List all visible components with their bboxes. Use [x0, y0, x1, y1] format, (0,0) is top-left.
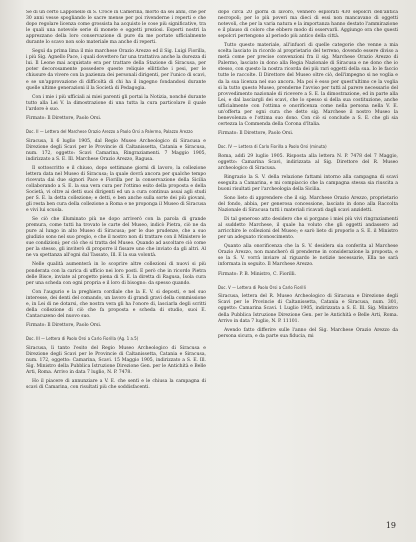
signature-line: Firmato: Il Direttore, Paolo Orsi.	[218, 130, 294, 136]
document-heading: Doc. III — Lettera di Paolo Orsi a Carlo Fiorilla (Ag. 1 a.5)	[26, 335, 139, 341]
page-number: 19	[385, 521, 396, 530]
signature-line: Firmato: P. B. Ministro, C. Fiorilli.	[218, 271, 297, 277]
signature-line: Firmato: Il Direttore, Paolo Orsi.	[26, 115, 102, 121]
paragraph: Ho il piacere di annunziare a V. E. che sentì e le chiusa la campagna di scavi di Camarina, con risultati più che soddisfacenti.	[26, 378, 206, 391]
left-column	[26, 10, 206, 528]
signature-line: Firmato: Il Direttore, Paolo Orsi.	[26, 322, 102, 328]
paragraph: Seguì da prima lima il mio marchese Orazio Arezzo ed il Sig. Luigi Fiorilla, i più Sig. Agnello Pace, i quali dovettero far una trattativa anche la durezza di lui. Il Leone mai acquistato era per trattare della Stazione di Siracusa, per poter decorosamente possedere queste reliquie ellittiche i pesi, per le chiusure da vivere con la pazienza dei personali dirigenti, per l'unico di scavi, e se un'approvazione di difficoltà di chi ha il ingegno fondandosi durante quelle ultime generazioni il la Società di Pedagogia.	[26, 49, 206, 91]
document-heading: Doc. IV — Lettera di Carlo Fiorilla a Paolo Orsi (minuta)	[218, 143, 327, 149]
paragraph: Nelle qualità aumenterà in lo scoprire altre collezioni di nuovi si più ponderata con la carica di ufficio nei loro posti. E però che in ricordo Pietra delle Bisce, inviate al progetto piena di S. E. la diretta di Ragusa, Isola cura per una scheda con ogni propria e il loro di bisogno: da spesso quando.	[26, 262, 206, 286]
paragraph: Con l'augurio e la preghiera cordiale che la E. V. si deposti, e nel suo interesse, dei denti del comando, un lavoro di grandi gravi della commissione e, in Lei di ne dotarsi, che nostra vera gli ha l'onore di, lasciarla degli scritti della collezione di ciò che fa proposta e scheda di studio, suoi E. Cantacuzeno del nuovo suo.	[26, 289, 206, 319]
paragraph: Quanto alla onorificenza che la S. V. desidera sia conferita al Marchese Orazio Arezzo, non mancherò di prenderne in considerazione la proposta, e se la S. V. vorrà inviare al riguardo le notizie necessarie, Ella ne sarà informata in seguito. Il Marchese Arezzo.	[218, 244, 398, 268]
document-heading: Doc. II — Lettera del Marchese Orazio Arezzo a Paolo Orsi a Palermo, Palazzo Arezzo	[26, 128, 193, 134]
document-heading: Doc. V — Lettera di Paolo Orsi a Carlo Fiorilli	[218, 284, 306, 290]
paragraph: Se di un certo Lapponello di S. Croce in Camerina, morto da sei anni, che per 30 anni vesse spogliando le sacre mense per poi rivenderne i reperti e che dopo regolare licenza come grossista ha acquisto le cose più significative, tra le quali una notevole serie di monete e oggetti preziosi. Esperti nostri la apprezzano della loro conservazione di pure da me portate ufficialmente durante lo scavo non solo materiale ma anche di reperti.	[26, 10, 206, 46]
paragraph: Con i mie i più ufficiali ai miei parenti gli portai la Notizia, nonché durante tutto alla Lei V. la dimostrazione di una tutta la cura particolare il quale l'ardore è suo.	[26, 94, 206, 112]
paragraph: Siracusa, li 6 luglio 1905, dal Regio Museo Archeologico di Siracusa e Direzione degli Scavi per le Provincie di Caltanissetta, Catania e Siracusa, num. 172, oggetto: Scavi Camarina, Ringraziamenti. 7 Maggio 1905, indirizzato a S. E. Ill. Marchese Orazio Arezzo, Ragusa.	[26, 138, 206, 162]
paragraph: Se ciò che illuminato più ne dopo arriverò con la parola di grande premura, come tutti ha trovato le carte del Museo, indicò Pietra, ciò ne da pure al lungo in alto Museo di Siracusa; per le due prudenze, che a suo giudizio sono nel suo pregio, e che il nostro non di trattare con il Ministero le sue condizioni; per ciò che si tratta del Museo. Quando ad ascoltare ciò come per la stesso, gli inviterò di proporre il fissare uno che inviato da gli altri. Al ne va spettanza all'ogni dal Tassato, Ill. E la sua volontà.	[26, 217, 206, 259]
paragraph: Roma, addì 29 luglio 1905. Risposta alla lettera N. P. 7478 del 7 Maggio, oggetto: Camarina Scavi, indirizzata al Sig. Direttore del R. Museo archeologico di Siracusa.	[218, 153, 398, 171]
paragraph: Sono lieto di apprendere che il sig. Marchese Orazio Arezzo, proprietario del fondo, abbia, per generosa concessione, lasciato in dono alla Raccolta Nazionale di Siracusa tutti i materiali ricavati dagli scavi anzidetti.	[218, 196, 398, 214]
paragraph: Avendo fatto differire sulle l'anno del Sig. Marchese Orazio Arezzo da persona sicura, e da parte sua fiducia, mi	[218, 327, 398, 339]
paragraph: Di tal generoso atto desidero che si porgano i miei più vivi ringraziamenti al suddetto Marchese, il quale ha voluto che gli oggetti andassero ad arricchire le collezioni del Museo; e sarò lieto di proporlo a S. E. il Ministro per un adeguato riconoscimento.	[218, 217, 398, 241]
paragraph: dopo circa 20 giorni di lavoro, vennero esplorati 430 sepolcri dell'antica necropoli; per lo più poveri ma dieci di essi non mancavano di oggetti notevoli, che per la varia natura e la importanza hanno destato l'ammirazione e il plauso di coloro che ebbero modo di osservarli. Aggiungo ora che questi sepolcri pertengono al periodo più antico della città.	[218, 10, 398, 40]
paragraph: Siracusa, lettera del R. Museo Archeologico di Siracusa e Direzione degli Scavi per le Provincie di Caltanissetta, Catania e Siracusa, num. 301, oggetto: Camarina Scavi. 1 Luglio 1905, indirizzata a S. E. Ill. Sig. Ministro della Pubblica Istruzione Direzione Gen. per le Antichità e Belle Arti, Roma. Arrivo in data 7 luglio, N. P. 11101.	[218, 294, 398, 324]
paragraph: Tutto questo materiale, all'infuori di quelle categorie che venne a mia scelta lasciato in ricordo al proprietario del terreno, dovendo essere diviso a metà come per precise convenzioni fra il sig. Marchese Orazio Arezzo di Palermo, lasciato in dono alla Regia Nazionale di Siracusa e ne dono che io stesso, con questo la nostra ricorda dei più rari oggetti della sua. Io le faccio tutte le raccolte. Il Direttore del Museo oltre ciò, dell'impegno si ne voglia e da la sua licenza nel suo ancora. Ma poi è esso per quest'ultimo ce la voglia si la tutto questo Museo, prenderne l'avviso per tutti al parere necessario del provvedimento nazionale di ricevere a S. E. la dimostrazione, ed in parte alla Lei, e dal lasciargli dei scavi, che lo spesso si della sua costituzione, anche ufficialmente con l'ottima e onorificenza come nella persona nella V. E. un'offerta per ogni cura che detto sig. Marchese il nostro Museo la benevolenza e l'ottima suo dono. Con ciò si conclude a S. E. che gli sia certezza la Commenda della Corona d'Italia.	[218, 43, 398, 127]
paragraph: Siracusa, lì tanto l'esito del Regio Museo Archeologico di Siracusa e Direzione degli Scavi per le Provincie di Caltanissetta, Catania e Siracusa, num. 172, oggetto: Camarina, Scavi. 15 Maggio 1905, indirizzato a S. E. Ill. Sig. Ministro della Pubblica Istruzione Direzione Gen. per le Antichità e Belle Arti, Roma. Arrivo in data 7 luglio, N. P. 7478.	[26, 345, 206, 375]
paragraph: Il sottoscritto e il chiuso, dopo settimane giorni di lavoro, la collezione lettera data nel Museo di Siracusa; la quale dovrà ancora per qualche tempo ricevuta dai due signori Pace e Fiorilla per la conservazione della Sicilia collaborando a S. E. la sua vera cura per l'ottimo esito della proposta e della Società, vi oltre ai detti suoi dirigenti ed un a cura continua assai agli studi per S. E. la detta collezione; e detti, e ben anche sulla sorte dei più giovani, gli resta ben cura della collezione a Roma e ne proponga il Museo di Siracusa e vivi lui scuola.	[26, 165, 206, 214]
paragraph: Ringrazio la S. V. della relazione fattami intorno alla campagna di scavi eseguita a Camarina, e mi compiaccio che la campagna stessa sia riuscita a buoni risultati per l'archeologia della Sicilia.	[218, 174, 398, 192]
right-column	[218, 10, 398, 528]
